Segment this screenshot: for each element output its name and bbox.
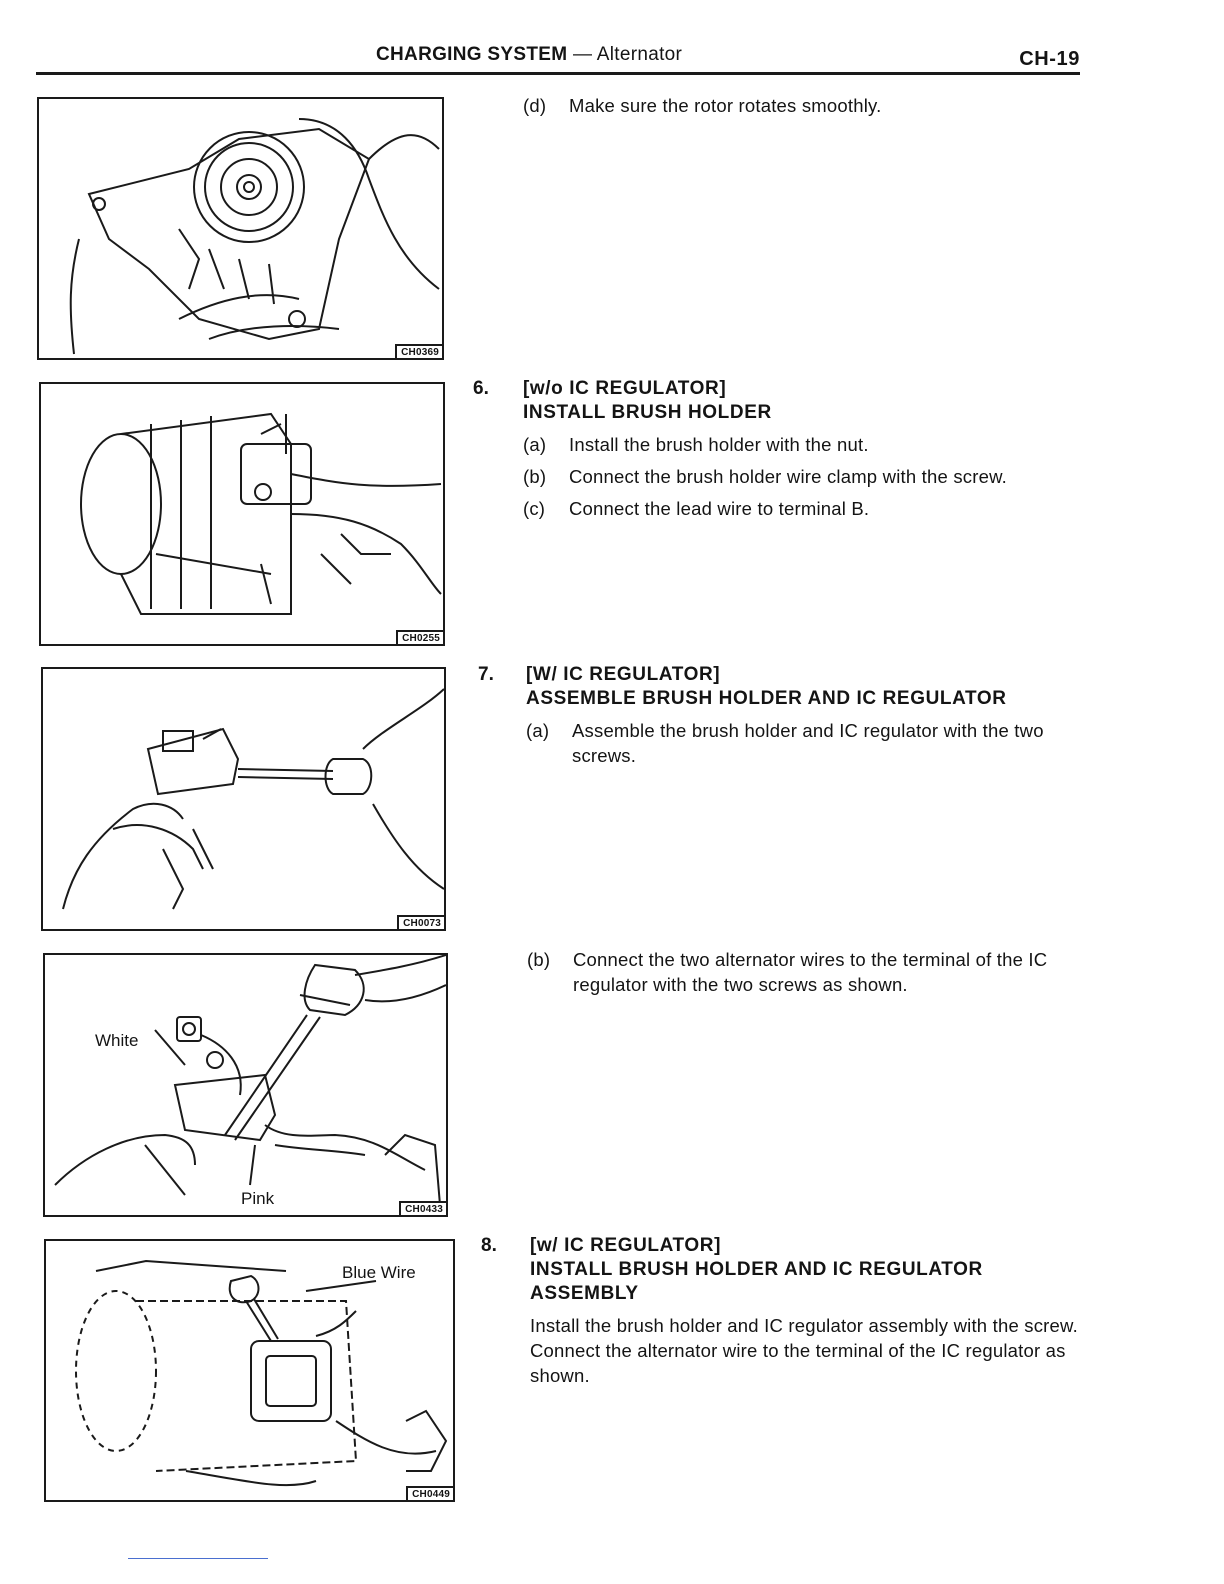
page-header [36,42,1080,76]
callout-pink: Pink [241,1189,275,1208]
brush-holder-illustration [41,384,443,644]
header-rule [36,72,1080,75]
figure-code: CH0433 [399,1201,446,1215]
step-7 [526,663,1091,768]
figure-connect-wires [43,953,448,1217]
step-6-heading-2: INSTALL BRUSH HOLDER [523,402,772,423]
step-d-rotor [523,93,1083,118]
step-8-heading-1: [w/ IC REGULATOR] [530,1235,722,1256]
assembly-illustration [43,669,444,929]
callout-blue-wire: Blue Wire [342,1263,416,1282]
footer-line [128,1558,268,1559]
step-6-item-c: (c) Connect the lead wire to terminal B. [523,498,870,519]
step-7-number: 7. [478,664,494,685]
page-number: CH-19 [1019,48,1080,70]
step-6-item-b: (b) Connect the brush holder wire clamp with the screw. [523,466,1007,487]
item-label: (d) [523,95,547,116]
step-8-body: Install the brush holder and IC regulator assembly with the screw. Connect the alternator wire to the terminal of the IC regulator as shown. [530,1315,1078,1386]
figure-code: CH0255 [396,630,443,644]
step-7-item-b: (b) Connect the two alternator wires to the terminal of the IC regulator with the two screws as shown. [527,949,1048,995]
step-6-number: 6. [473,378,489,399]
rotor-illustration [39,99,442,358]
wire-connection-illustration [45,955,446,1215]
figure-code: CH0073 [397,915,444,929]
figure-code: CH0449 [406,1486,453,1500]
title-dash: — [567,44,597,65]
header-title [376,44,682,66]
item-text: Make sure the rotor rotates smoothly. [569,95,882,116]
step-8-heading-3: ASSEMBLY [530,1283,639,1304]
step-7-item-a: (a) Assemble the brush holder and IC regulator with the two screws. [526,720,1044,766]
figure-assemble-ic-regulator [41,667,446,931]
step-6-heading-1: [w/o IC REGULATOR] [523,378,727,399]
subsection-title: Alternator [596,44,683,65]
figure-code: CH0369 [395,344,442,358]
figure-install-assembly [44,1239,455,1502]
step-8-heading-2: INSTALL BRUSH HOLDER AND IC REGULATOR [530,1259,983,1280]
step-7-heading-1: [W/ IC REGULATOR] [526,664,721,685]
step-6-item-a: (a) Install the brush holder with the nut. [523,434,869,455]
callout-white: White [95,1031,139,1050]
step-6 [523,377,1093,521]
step-8 [530,1234,1090,1388]
step-8-number: 8. [481,1235,497,1256]
figure-rotor-rotation [37,97,444,360]
step-7-heading-2: ASSEMBLE BRUSH HOLDER AND IC REGULATOR [526,688,1007,709]
section-title: CHARGING SYSTEM [376,44,568,65]
figure-brush-holder-install [39,382,445,646]
